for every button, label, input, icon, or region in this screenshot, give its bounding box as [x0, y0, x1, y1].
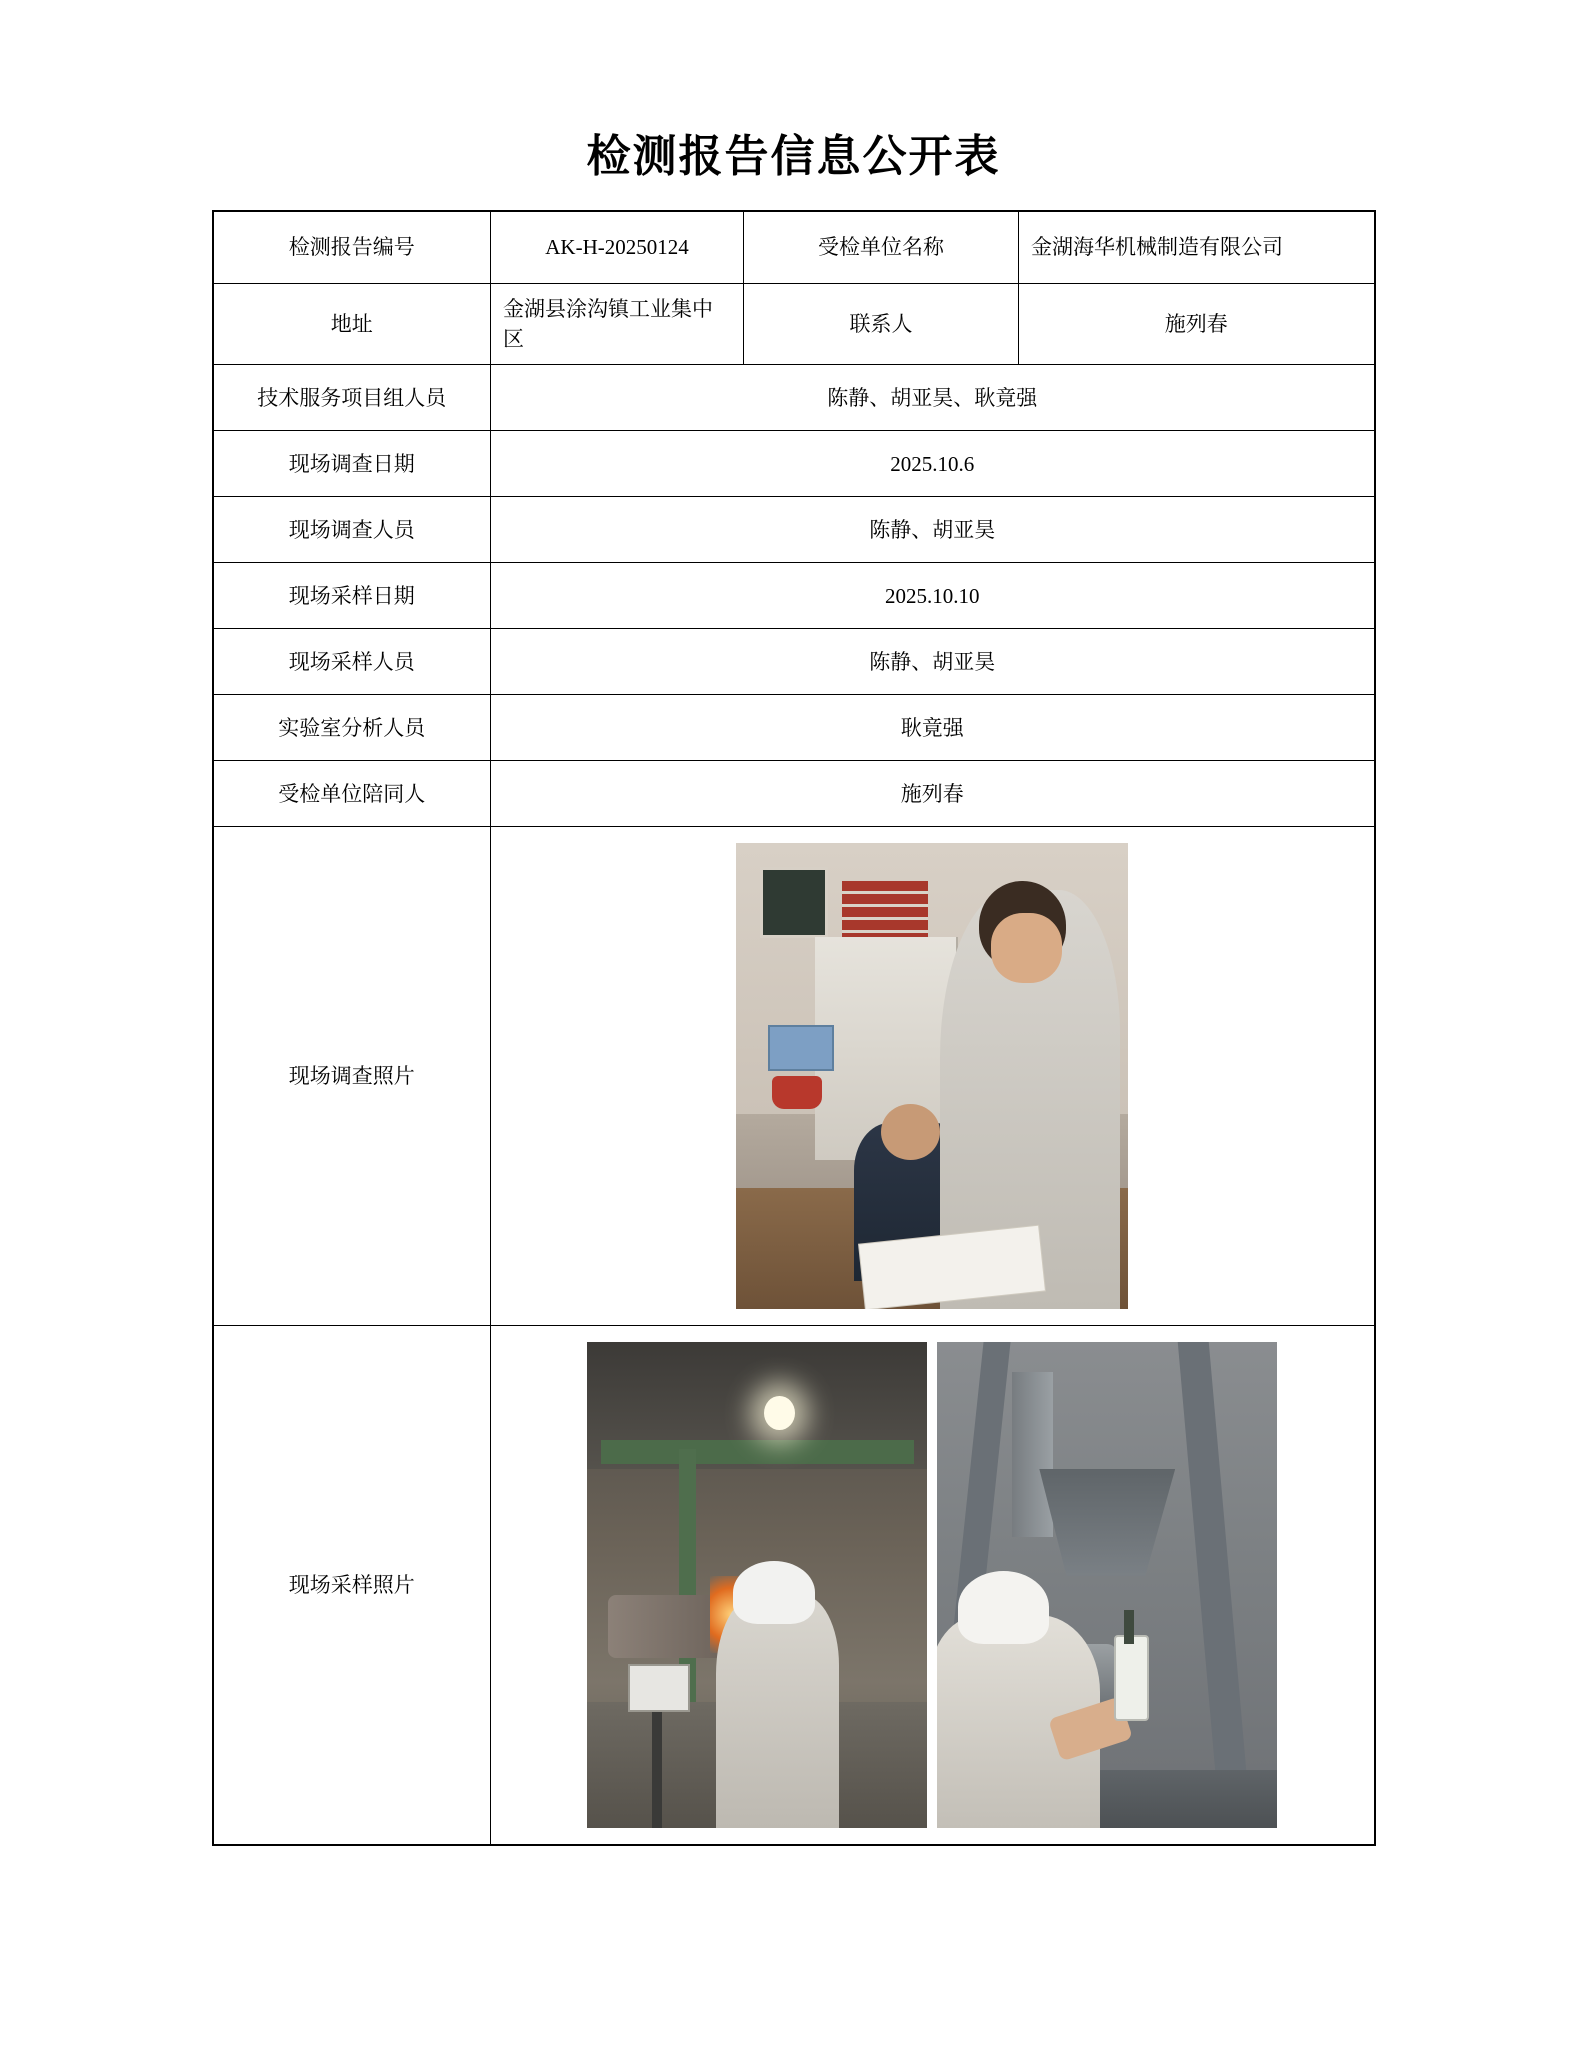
label-sampling-date: 现场采样日期: [213, 563, 491, 629]
value-sampling-date: 2025.10.10: [491, 563, 1375, 629]
sampling-photos-cell: [491, 1326, 1375, 1846]
value-sampling-staff: 陈静、胡亚昊: [491, 629, 1375, 695]
value-report-number: AK-H-20250124: [491, 211, 744, 283]
report-info-table: [212, 210, 1376, 1846]
table-row: [213, 365, 1375, 431]
survey-photo-1: [736, 843, 1128, 1309]
value-inspected-unit: 金湖海华机械制造有限公司: [1019, 211, 1375, 283]
label-contact: 联系人: [744, 283, 1019, 365]
table-row: [213, 211, 1375, 283]
value-address: 金湖县涂沟镇工业集中区: [491, 283, 744, 365]
label-address: 地址: [213, 283, 491, 365]
table-row: [213, 1326, 1375, 1846]
label-sampling-staff: 现场采样人员: [213, 629, 491, 695]
table-row: [213, 283, 1375, 365]
label-survey-date: 现场调查日期: [213, 431, 491, 497]
table-row: [213, 431, 1375, 497]
table-row: [213, 497, 1375, 563]
table-row: [213, 629, 1375, 695]
table-row: [213, 761, 1375, 827]
label-project-team: 技术服务项目组人员: [213, 365, 491, 431]
value-accompanying-person: 施列春: [491, 761, 1375, 827]
value-survey-staff: 陈静、胡亚昊: [491, 497, 1375, 563]
table-row: [213, 695, 1375, 761]
value-lab-analyst: 耿竟强: [491, 695, 1375, 761]
label-accompanying-person: 受检单位陪同人: [213, 761, 491, 827]
page-title: 检测报告信息公开表: [586, 132, 1001, 181]
table-row: [213, 827, 1375, 1326]
label-lab-analyst: 实验室分析人员: [213, 695, 491, 761]
label-survey-photos: 现场调查照片: [213, 827, 491, 1326]
value-contact: 施列春: [1019, 283, 1375, 365]
label-survey-staff: 现场调查人员: [213, 497, 491, 563]
label-inspected-unit: 受检单位名称: [744, 211, 1019, 283]
value-project-team: 陈静、胡亚昊、耿竟强: [491, 365, 1375, 431]
sampling-photo-1: [587, 1342, 927, 1828]
label-report-number: 检测报告编号: [213, 211, 491, 283]
label-sampling-photos: 现场采样照片: [213, 1326, 491, 1846]
sampling-photo-2: [937, 1342, 1277, 1828]
value-survey-date: 2025.10.6: [491, 431, 1375, 497]
survey-photos-cell: [491, 827, 1375, 1326]
table-row: [213, 563, 1375, 629]
